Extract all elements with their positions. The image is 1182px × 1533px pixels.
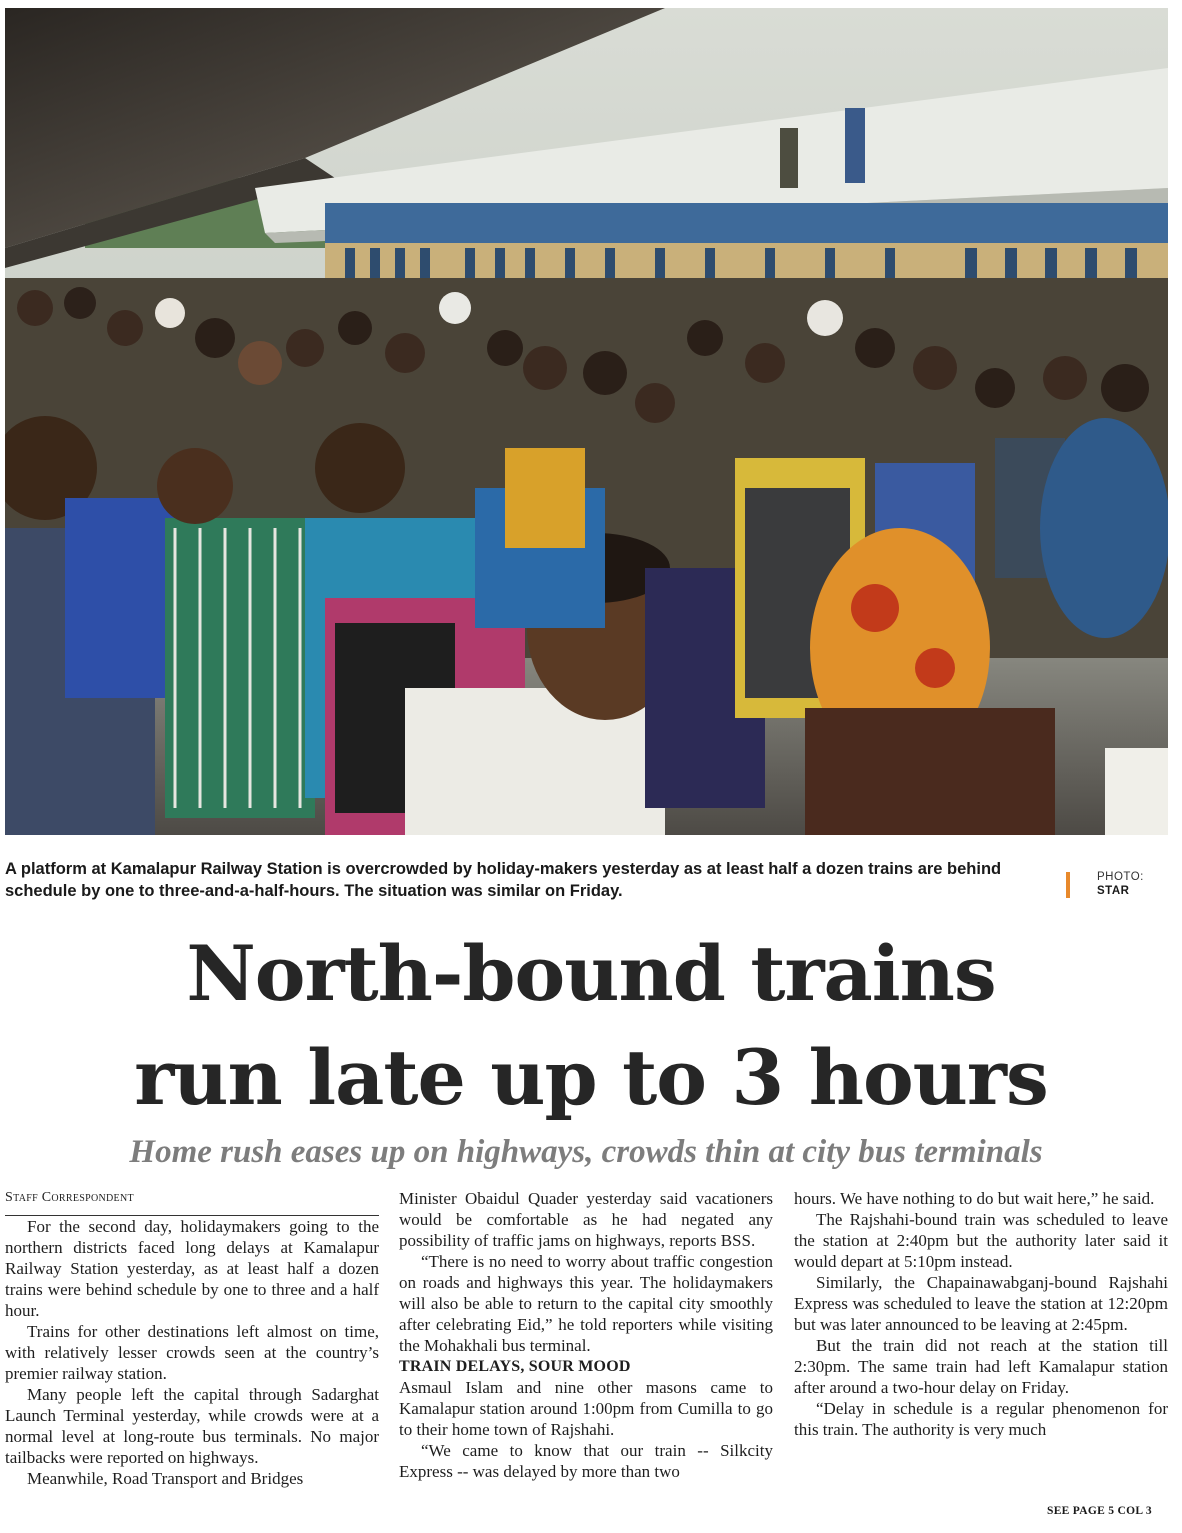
photo-credit-label: PHOTO: — [1097, 871, 1144, 883]
lead-photo — [5, 8, 1168, 835]
article-column-1 — [5, 1188, 379, 1489]
crowded-platform-photo-icon — [5, 8, 1168, 835]
photo-credit-source: STAR — [1097, 885, 1130, 897]
paragraph: Minister Obaidul Quader yesterday said vacationers would be comfortable as he had negated any possibility of traffic jams on highways, reports BSS. — [399, 1189, 773, 1250]
byline: Staff Correspondent — [5, 1188, 379, 1216]
paragraph: For the second day, holidaymakers going to the northern districts faced long delays at Kamalapur Railway Station yesterday, as at least half a dozen trains were behind schedule by one to three and a half hour. — [5, 1217, 379, 1320]
paragraph: hours. We have nothing to do but wait here,” he said. — [794, 1189, 1155, 1208]
credit-accent-bar — [1066, 872, 1070, 898]
photo-credit — [1097, 870, 1144, 898]
paragraph: Many people left the capital through Sadarghat Launch Terminal yesterday, while crowds were at a normal level at long-route bus terminals. No major tailbacks were reported on highways. — [5, 1385, 379, 1467]
headline — [0, 922, 1182, 1130]
paragraph: “We came to know that our train -- Silkcity Express -- was delayed by more than two — [399, 1441, 773, 1481]
paragraph: Similarly, the Chapainawabganj-bound Rajshahi Express was scheduled to leave the station at 12:20pm but was later announced to be leaving at 2:45pm. — [794, 1273, 1168, 1334]
section-subhead: TRAIN DELAYS, SOUR MOOD — [399, 1358, 631, 1375]
paragraph: The Rajshahi-bound train was scheduled to leave the station at 2:40pm but the authority later said it would depart at 5:10pm instead. — [794, 1210, 1168, 1271]
paragraph: But the train did not reach at the station till 2:30pm. The same train had left Kamalapur station after around a two-hour delay on Friday. — [794, 1336, 1168, 1397]
paragraph: Trains for other destinations left almost on time, with relatively lesser crowds seen at the country’s premier railway station. — [5, 1322, 379, 1383]
paragraph: “There is no need to worry about traffic congestion on roads and highways this year. The holidaymakers will also be able to return to the capital city smoothly after celebrating Eid,” he told reporters while visiting the Mohakhali bus terminal. — [399, 1252, 773, 1355]
headline-line-2: run late up to 3 hours — [134, 1033, 1048, 1122]
paragraph: Asmaul Islam and nine other masons came to Kamalapur station around 1:00pm from Cumilla to go to their home town of Rajshahi. — [399, 1378, 773, 1439]
article-column-2 — [399, 1188, 773, 1482]
continued-jump-line[interactable]: SEE PAGE 5 COL 3 — [1047, 1505, 1152, 1517]
paragraph: “Delay in schedule is a regular phenomenon for this train. The authority is very much — [794, 1399, 1168, 1439]
photo-caption: A platform at Kamalapur Railway Station is overcrowded by holiday-makers yesterday as at least half a dozen trains are behind schedule by one to three-and-a-half-hours. The situation was similar on Friday. — [5, 860, 1002, 900]
paragraph: Meanwhile, Road Transport and Bridges — [27, 1469, 304, 1488]
headline-line-1: North-bound trains — [186, 929, 996, 1018]
article-column-3 — [794, 1188, 1168, 1440]
subheadline: Home rush eases up on highways, crowds thin at city bus terminals — [129, 1134, 1043, 1170]
